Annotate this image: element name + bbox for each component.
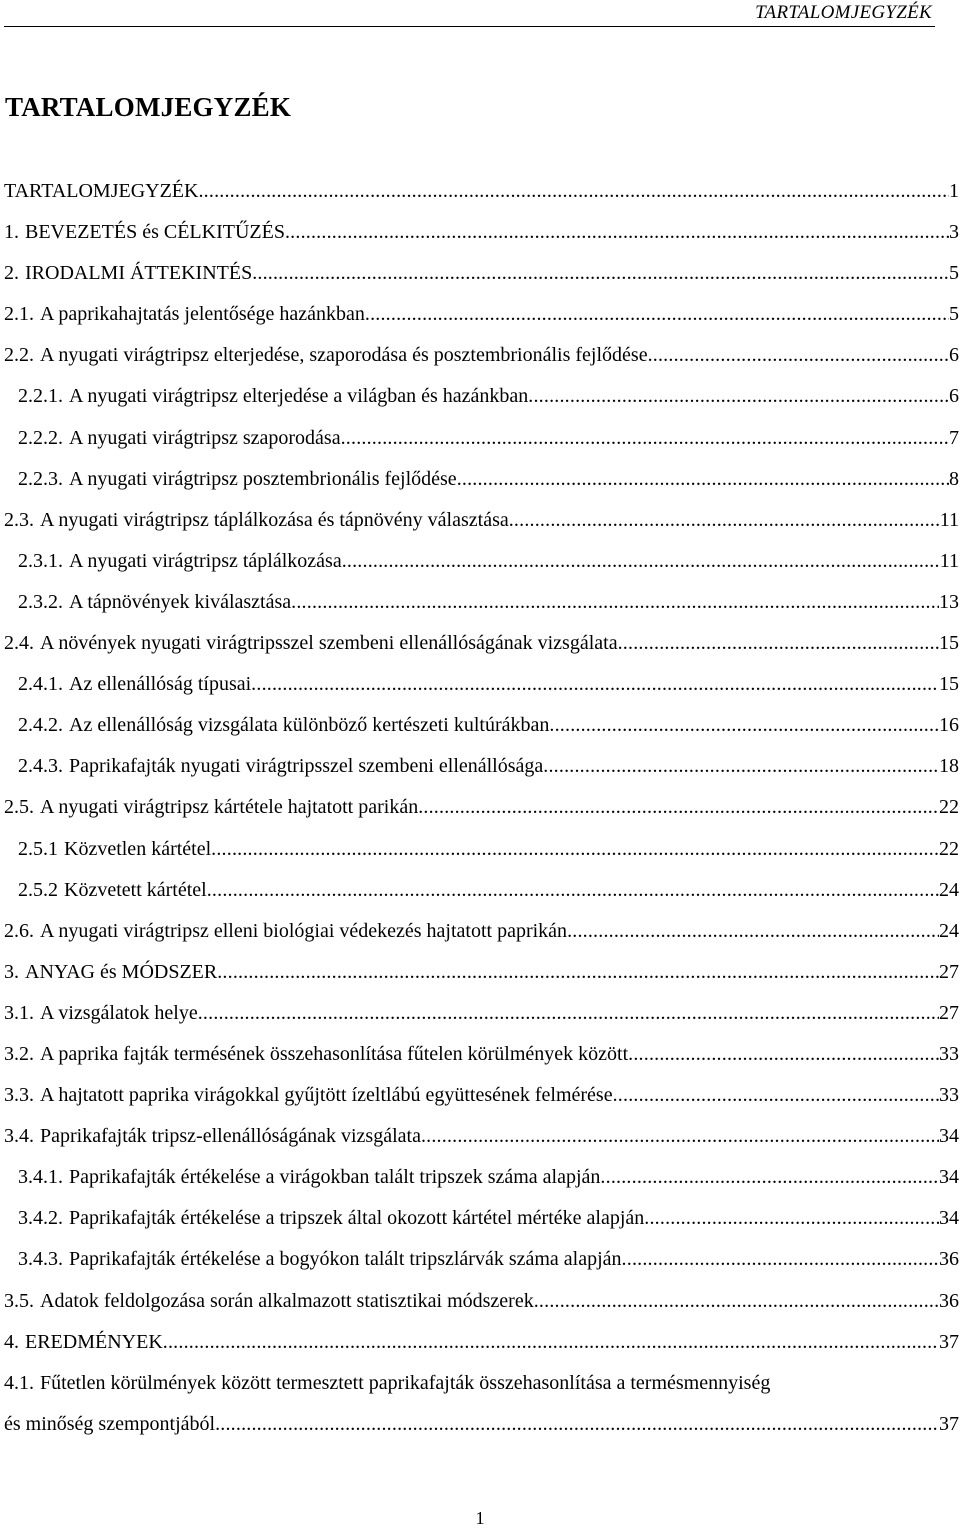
toc-entry-page: 36	[939, 1289, 959, 1312]
dot-leader	[252, 253, 949, 294]
toc-entry[interactable]	[4, 541, 959, 582]
dot-leader	[341, 418, 949, 459]
toc-entry-page: 22	[939, 837, 959, 860]
toc-entry-number: 2.5.1	[18, 837, 58, 860]
toc-entry-page: 13	[939, 590, 959, 613]
toc-entry-page: 8	[949, 467, 959, 490]
toc-entry-page: 37	[939, 1412, 959, 1435]
toc-entry-number: 2.6.	[4, 919, 34, 942]
toc-entry-page: 27	[939, 1001, 959, 1024]
toc-entry-title: TARTALOMJEGYZÉK	[4, 180, 199, 202]
toc-entry[interactable]	[4, 787, 959, 828]
toc-entry-page: 11	[939, 549, 959, 572]
toc-entry-page: 36	[939, 1248, 959, 1271]
toc-entry[interactable]	[4, 746, 959, 787]
toc-entry-title: A nyugati virágtripsz elterjedése a világban és hazánkban	[69, 385, 529, 408]
dot-leader	[509, 500, 940, 541]
toc-entry[interactable]	[4, 1075, 959, 1116]
dot-leader	[365, 294, 949, 335]
dot-leader	[207, 870, 939, 911]
toc-entry-page: 7	[949, 426, 959, 449]
toc-entry[interactable]	[4, 171, 959, 212]
toc-entry-title: A nyugati virágtripsz posztembrionális fejlődése	[69, 467, 457, 490]
toc-entry-page: 6	[949, 344, 959, 367]
toc-entry-title: Fűtetlen körülmények között termesztett paprikafajták összehasonlítása a termésmennyiség	[40, 1371, 771, 1394]
toc-entry-title: A paprikahajtatás jelentősége hazánkban	[40, 303, 365, 326]
dot-leader	[163, 1322, 939, 1363]
toc-entry-page: 6	[949, 385, 959, 408]
dot-leader	[628, 1034, 939, 1075]
toc-entry-title: ANYAG és MÓDSZER	[25, 960, 218, 983]
dot-leader	[285, 212, 949, 253]
toc-entry-number: 2.1.	[4, 303, 34, 326]
toc-entry-title-line2	[4, 1404, 959, 1445]
toc-entry-title: Paprikafajták értékelése a bogyókon talált tripszlárvák száma alapján	[69, 1248, 622, 1271]
toc-entry-page: 33	[939, 1042, 959, 1065]
dot-leader	[291, 582, 939, 623]
toc-entry-title: A nyugati virágtripsz táplálkozása és tápnövény választása	[40, 508, 509, 531]
dot-leader	[549, 705, 939, 746]
dot-leader	[198, 993, 939, 1034]
toc-entry-title: Az ellenállóság vizsgálata különböző kertészeti kultúrákban	[69, 714, 550, 737]
toc-entry-page: 24	[939, 919, 959, 942]
toc-entry-title: BEVEZETÉS és CÉLKITŰZÉS	[25, 221, 285, 244]
toc-entry-number: 2.2.2.	[18, 426, 63, 449]
toc-entry-title: Paprikafajták nyugati virágtripsszel szembeni ellenállósága	[69, 755, 544, 778]
toc-entry[interactable]	[4, 1363, 959, 1445]
toc-entry[interactable]	[4, 993, 959, 1034]
document-title: TARTALOMJEGYZÉK	[5, 92, 292, 122]
toc-entry-title: Közvetlen kártétel	[64, 837, 212, 860]
toc-entry-title: A nyugati virágtripsz szaporodása	[69, 426, 341, 449]
running-header: TARTALOMJEGYZÉK	[755, 2, 932, 23]
toc-entry[interactable]	[4, 1281, 959, 1322]
page-number: 1	[475, 1508, 485, 1528]
toc-entry-page: 37	[939, 1330, 959, 1353]
toc-entry-number: 4.1.	[4, 1371, 34, 1394]
toc-entry-number: 3.4.1.	[18, 1166, 63, 1189]
toc-entry-page: 15	[939, 632, 959, 655]
toc-entry-number: 2.4.3.	[18, 755, 63, 778]
toc-entry[interactable]	[4, 335, 959, 376]
dot-leader	[534, 1281, 939, 1322]
toc-entry-number: 3.	[4, 960, 19, 983]
toc-entry-page: 34	[939, 1125, 959, 1148]
toc-entry[interactable]	[4, 1322, 959, 1363]
dot-leader	[217, 952, 939, 993]
toc-entry-title: EREDMÉNYEK	[25, 1330, 163, 1353]
table-of-contents	[4, 171, 959, 1445]
toc-entry[interactable]	[4, 870, 959, 911]
toc-entry-number: 2.5.	[4, 796, 34, 819]
dot-leader	[421, 1116, 939, 1157]
toc-entry[interactable]	[4, 376, 959, 417]
toc-entry[interactable]	[4, 623, 959, 664]
toc-entry-page: 1	[949, 180, 959, 202]
toc-entry-page: 34	[939, 1207, 959, 1230]
toc-entry-number: 3.3.	[4, 1084, 34, 1107]
toc-entry-title: IRODALMI ÁTTEKINTÉS	[25, 262, 253, 285]
toc-entry[interactable]	[4, 253, 959, 294]
toc-entry-title: Adatok feldolgozása során alkalmazott statisztikai módszerek	[40, 1289, 534, 1312]
toc-entry[interactable]	[4, 664, 959, 705]
dot-leader	[528, 376, 949, 417]
toc-entry-title: A vizsgálatok helye	[40, 1001, 198, 1024]
toc-entry-number: 2.2.	[4, 344, 34, 367]
toc-entry-number: 1.	[4, 221, 19, 244]
toc-entry-number: 3.5.	[4, 1289, 34, 1312]
toc-entry-page: 18	[939, 755, 959, 778]
toc-entry-number: 3.1.	[4, 1001, 34, 1024]
toc-entry-page: 5	[949, 303, 959, 326]
dot-leader	[198, 171, 949, 212]
toc-entry-number: 2.3.	[4, 508, 34, 531]
dot-leader	[211, 829, 939, 870]
dot-leader	[543, 746, 939, 787]
toc-entry-page: 11	[939, 508, 959, 531]
toc-entry[interactable]	[4, 294, 959, 335]
toc-entry-title: A növények nyugati virágtripsszel szembeni ellenállóságának vizsgálata	[40, 632, 618, 655]
dot-leader	[622, 1239, 939, 1280]
toc-entry-page: 27	[939, 960, 959, 983]
dot-leader	[613, 1075, 939, 1116]
dot-leader	[648, 335, 949, 376]
toc-entry-title: A paprika fajták termésének összehasonlítása fűtelen körülmények között	[40, 1042, 629, 1065]
toc-entry-number: 3.4.2.	[18, 1207, 63, 1230]
toc-entry[interactable]	[4, 418, 959, 459]
header-rule	[4, 26, 935, 27]
toc-entry[interactable]	[4, 212, 959, 253]
toc-entry-number: 3.2.	[4, 1042, 34, 1065]
dot-leader	[215, 1404, 939, 1445]
toc-entry-page: 22	[939, 796, 959, 819]
toc-entry-title: A nyugati virágtripsz kártétele hajtatott parikán	[40, 796, 419, 819]
toc-entry[interactable]	[4, 705, 959, 746]
toc-entry-title-continued: és minőség szempontjából	[4, 1412, 216, 1435]
toc-entry-page: 15	[939, 673, 959, 696]
toc-entry-number: 2.2.1.	[18, 385, 63, 408]
toc-entry-number: 2.4.1.	[18, 673, 63, 696]
toc-entry-title: Az ellenállóság típusai	[69, 673, 252, 696]
toc-entry-page: 33	[939, 1084, 959, 1107]
toc-entry-title: A tápnövények kiválasztása	[69, 590, 292, 613]
toc-entry-page: 16	[939, 714, 959, 737]
dot-leader	[644, 1198, 939, 1239]
toc-entry-number: 2.4.	[4, 632, 34, 655]
toc-entry-number: 2.	[4, 262, 19, 285]
toc-entry-number: 2.5.2	[18, 878, 58, 901]
toc-entry-number: 3.4.	[4, 1125, 34, 1148]
toc-entry-number: 2.4.2.	[18, 714, 63, 737]
dot-leader	[567, 911, 939, 952]
dot-leader	[251, 664, 939, 705]
toc-entry[interactable]	[4, 459, 959, 500]
toc-entry[interactable]	[4, 1034, 959, 1075]
toc-entry[interactable]	[4, 911, 959, 952]
toc-entry-number: 2.3.2.	[18, 590, 63, 613]
toc-entry[interactable]	[4, 1157, 959, 1198]
toc-entry[interactable]	[4, 952, 959, 993]
toc-entry-title: A hajtatott paprika virágokkal gyűjtött ízeltlábú együttesének felmérése	[40, 1084, 613, 1107]
toc-entry-number: 2.2.3.	[18, 467, 63, 490]
toc-entry-page: 24	[939, 878, 959, 901]
toc-entry-title: A nyugati virágtripsz táplálkozása	[69, 549, 342, 572]
toc-entry[interactable]	[4, 500, 959, 541]
toc-entry[interactable]	[4, 1239, 959, 1280]
toc-entry[interactable]	[4, 1198, 959, 1239]
toc-entry-title-line1	[4, 1363, 959, 1404]
dot-leader	[418, 787, 939, 828]
toc-entry-title: Paprikafajták értékelése a virágokban talált tripszek száma alapján	[69, 1166, 601, 1189]
toc-entry-page: 5	[949, 262, 959, 285]
dot-leader	[457, 459, 949, 500]
toc-entry-title: A nyugati virágtripsz elleni biológiai védekezés hajtatott paprikán	[40, 919, 568, 942]
dot-leader	[618, 623, 939, 664]
dot-leader	[600, 1157, 939, 1198]
toc-entry[interactable]	[4, 582, 959, 623]
toc-entry-number: 4.	[4, 1330, 19, 1353]
toc-entry[interactable]	[4, 1116, 959, 1157]
toc-entry-title: Paprikafajták tripsz-ellenállóságának vizsgálata	[40, 1125, 421, 1148]
toc-entry-page: 34	[939, 1166, 959, 1189]
toc-entry-title: A nyugati virágtripsz elterjedése, szaporodása és posztembrionális fejlődése	[40, 344, 648, 367]
toc-entry-title: Közvetett kártétel	[64, 878, 207, 901]
toc-entry-title: Paprikafajták értékelése a tripszek által okozott kártétel mértéke alapján	[69, 1207, 645, 1230]
toc-entry[interactable]	[4, 829, 959, 870]
toc-entry-number: 3.4.3.	[18, 1248, 63, 1271]
toc-entry-number: 2.3.1.	[18, 549, 63, 572]
dot-leader	[342, 541, 940, 582]
toc-entry-page: 3	[949, 221, 959, 244]
